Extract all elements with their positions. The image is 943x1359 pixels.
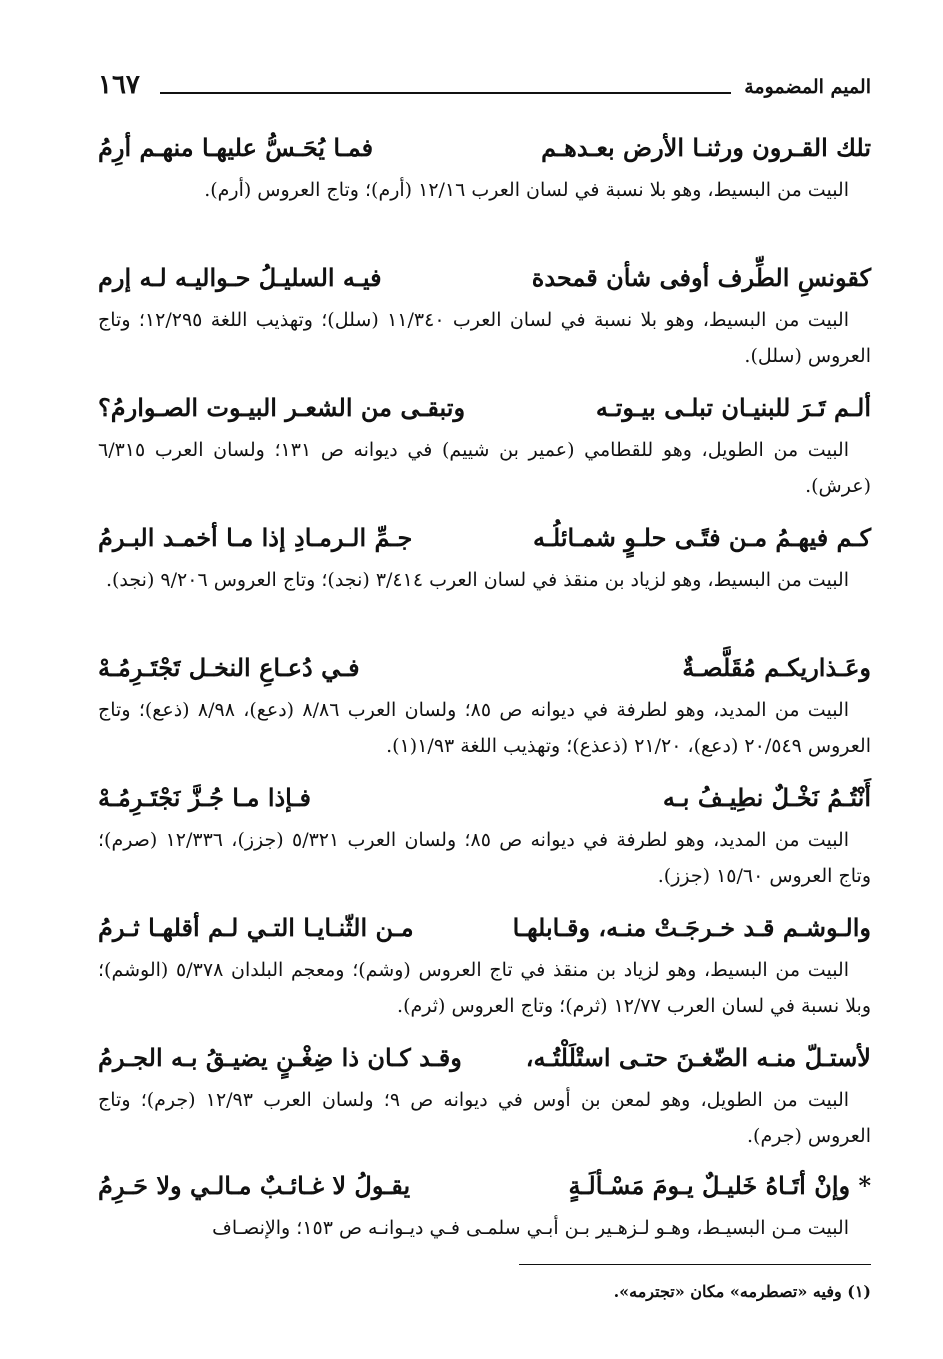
verse-note <box>98 172 871 208</box>
first-hemistich: وعَـذاريكـم مُقَلَّصـةٌ <box>682 653 871 682</box>
first-hemistich: والـوشـم قـد خـرجَـتْ منـه، وقـابلهـا <box>512 913 871 942</box>
first-hemistich: ألـم تَـرَ للبنيـان تبلـى بيـوتـه <box>595 393 871 422</box>
verse <box>98 1166 871 1206</box>
first-hemistich: كـم فيهـمُ مـن فتًـى حلـوٍ شمـائلُـه <box>533 523 871 552</box>
verse-note <box>98 692 871 764</box>
page-number: ١٦٧ <box>98 70 140 100</box>
first-hemistich: تلك القـرون ورثنـا الأرض بعـدهـم <box>541 133 871 162</box>
second-hemistich: وقـد كـان ذا ضِغْـنٍ يضيـقُ بـه الجـرمُ <box>98 1043 462 1072</box>
second-hemistich: مـن الثّنـايـا التـي لـم أقلهـا ثـرمُ <box>98 913 414 942</box>
verse-note <box>98 432 871 504</box>
second-hemistich: جـمِّ الـرمـادِ إذا مـا أخمـد البـرمُ <box>98 523 413 552</box>
second-hemistich: وتبقـى من الشعـر البيـوت الصـوارمُ؟ <box>98 393 466 422</box>
note-text: البيت من المديد، وهو لطرفة في ديوانه ص ٨٥؛ ولسان العرب ٥/٣٢١ (جزز)، ١٢/٣٣٦ (صرم)؛ وتاج العروس ١٥/٦٠ (جزز). <box>98 829 871 887</box>
first-hemistich: أَنْتُـمُ نَخْـلٌ نطِيـفُ بـه <box>662 783 871 812</box>
note-text: البيت من الطويل، وهو للقطامي (عمير بن شييم) في ديوانه ص ١٣١؛ ولسان العرب ٦/٣١٥ (عرش). <box>98 439 871 497</box>
first-hemistich: كقونسِ الطِّرف أوفى شأن قمحدة <box>531 263 871 292</box>
note-text: البيت من البسيط، وهو لزياد بن منقذ في تاج العروس (وشم)؛ ومعجم البلدان ٥/٣٧٨ (الوشم)؛ وبلا نسبة في لسان العرب ١٢/٧٧ (ثرم)؛ وتاج العروس (ثرم). <box>98 959 871 1017</box>
verse <box>98 1038 871 1078</box>
verse <box>98 778 871 818</box>
verse-note <box>98 1210 871 1246</box>
note-text: البيت مـن البسيـط، وهـو لـزهـير بـن أبـي سلمـى فـي ديـوانـه ص ١٥٣؛ والإنصـاف <box>212 1217 849 1239</box>
verse <box>98 648 871 688</box>
note-text: البيت من المديد، وهو لطرفة في ديوانه ص ٨٥؛ ولسان العرب ٨/٨٦ (دعع)، ٨/٩٨ (ذعع)؛ وتاج العروس ٢٠/٥٤٩ (دعع)، ٢١/٢٠ (ذعذع)؛ وتهذيب اللغة ١/٩٣(١). <box>98 699 871 757</box>
verse-note <box>98 822 871 894</box>
second-hemistich: يقـولُ لا غـائـبٌ مـالـي ولا حَـرِمُ <box>98 1171 411 1200</box>
verse <box>98 388 871 428</box>
footnote: (١) وفيه «تصطرمه» مكان «تجترمه». <box>613 1282 871 1301</box>
header-rule <box>160 92 731 94</box>
verse-note <box>98 952 871 1024</box>
verse-note <box>98 562 871 598</box>
verse <box>98 518 871 558</box>
note-text: البيت من الطويل، وهو لمعن بن أوس في ديوانه ص ٩؛ ولسان العرب ١٢/٩٣ (جرم)؛ وتاج العروس (جرم). <box>98 1089 871 1147</box>
verse <box>98 128 871 168</box>
first-hemistich: * وإنْ أتَـاهُ خَليـلٌ يـومَ مَسْـألَـةٍ <box>568 1171 871 1200</box>
running-header <box>98 68 871 108</box>
verse-note <box>98 1082 871 1154</box>
second-hemistich: فـإذا مـا جُـزَّ نَجْتَـرِمُـهْ <box>98 783 311 812</box>
note-text: البيت من البسيط، وهو بلا نسبة في لسان العرب ١٢/١٦ (أرم)؛ وتاج العروس (أرم). <box>204 179 849 201</box>
note-text: البيت من البسيط، وهو بلا نسبة في لسان العرب ١١/٣٤٠ (سلل)؛ وتهذيب اللغة ١٢/٢٩٥؛ وتاج العروس (سلل). <box>98 309 871 367</box>
verse <box>98 258 871 298</box>
chapter-title: الميم المضمومة <box>744 76 871 98</box>
second-hemistich: فيـه السليـلُ حـواليـه لـه إرم <box>98 263 382 292</box>
note-text: البيت من البسيط، وهو لزياد بن منقذ في لسان العرب ٣/٤١٤ (نجد)؛ وتاج العروس ٩/٢٠٦ (نجد). <box>105 569 849 591</box>
second-hemistich: فمـا يُحَـسُّ عليهـا منهـم أرِمُ <box>98 133 374 162</box>
verse-note <box>98 302 871 374</box>
second-hemistich: فـي دُعـاعِ النخـل تَجْتَـرِمُـهْ <box>98 653 360 682</box>
verse <box>98 908 871 948</box>
footnote-rule <box>519 1264 871 1265</box>
first-hemistich: لأستـلّ منـه الضّغـنَ حتـى استْلَلْتُـه، <box>525 1043 871 1072</box>
